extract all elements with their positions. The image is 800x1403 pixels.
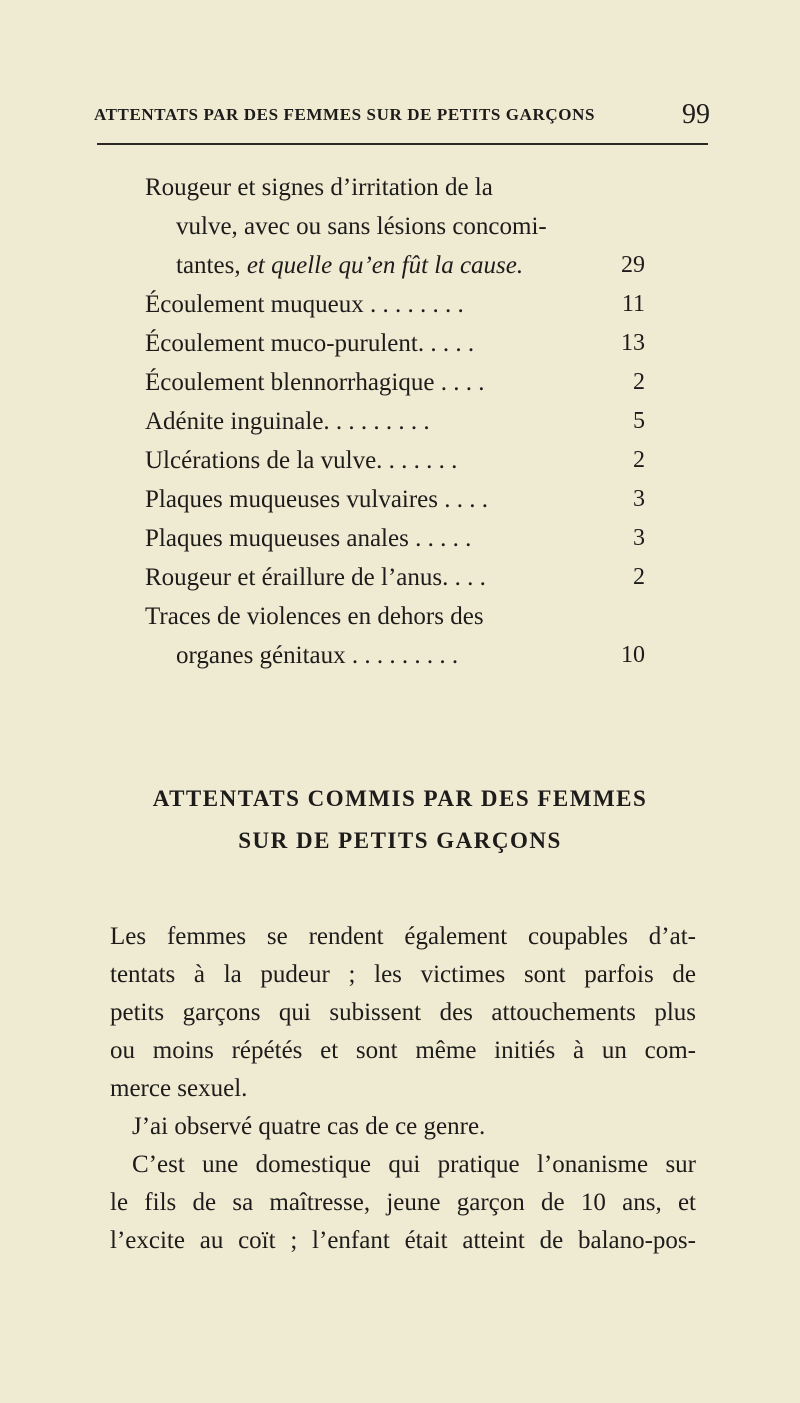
body-line: ou moins répétés et sont même initiés à un com- bbox=[110, 1037, 696, 1064]
stat-count: 3 bbox=[633, 525, 645, 551]
stat-label: Rougeur et signes d’irritation de la bbox=[145, 174, 493, 201]
stat-row-line bbox=[145, 597, 655, 636]
stat-row-line bbox=[145, 207, 655, 246]
stat-label: Ulcérations de la vulve. . . . . . . bbox=[145, 447, 458, 474]
stat-label: Écoulement muqueux . . . . . . . . bbox=[145, 291, 464, 318]
stat-label bbox=[176, 246, 523, 285]
stat-label: Traces de violences en dehors des bbox=[145, 603, 484, 630]
stat-row bbox=[145, 246, 655, 285]
body-line: merce sexuel. bbox=[110, 1075, 248, 1102]
body-line: tentats à la pudeur ; les victimes sont parfois de bbox=[110, 961, 696, 988]
running-head bbox=[94, 101, 712, 135]
stat-count: 5 bbox=[633, 408, 645, 434]
stat-label: organes génitaux . . . . . . . . . bbox=[176, 642, 459, 669]
stat-label: Plaques muqueuses anales . . . . . bbox=[145, 525, 472, 552]
stat-count: 2 bbox=[633, 369, 645, 395]
body-paragraphs bbox=[110, 918, 696, 1260]
body-line: C’est une domestique qui pratique l’onanisme sur bbox=[132, 1151, 696, 1178]
body-line: J’ai observé quatre cas de ce genre. bbox=[132, 1113, 486, 1140]
stat-row bbox=[145, 480, 655, 519]
stat-label-plain: tantes, bbox=[176, 252, 247, 279]
header-rule bbox=[97, 143, 708, 145]
stat-label-italic: et quelle qu’en fût la cause. bbox=[246, 252, 524, 279]
body-line: l’excite au coït ; l’enfant était atteint de balano-pos- bbox=[110, 1227, 696, 1254]
stat-count: 2 bbox=[633, 447, 645, 473]
stat-label: Écoulement blennorrhagique . . . . bbox=[145, 369, 485, 396]
stat-label: Plaques muqueuses vulvaires . . . . bbox=[145, 486, 489, 513]
stat-count: 10 bbox=[621, 642, 645, 668]
stat-row bbox=[145, 285, 655, 324]
stat-row bbox=[145, 519, 655, 558]
stat-count: 13 bbox=[621, 330, 645, 356]
stat-label: Écoulement muco-purulent. . . . . bbox=[145, 330, 475, 357]
body-line: Les femmes se rendent également coupables d’at- bbox=[110, 923, 696, 950]
lesion-statistics-list bbox=[145, 168, 655, 675]
stat-row-line bbox=[145, 168, 655, 207]
section-title-line-1: ATTENTATS COMMIS PAR DES FEMMES bbox=[152, 786, 648, 811]
stat-count: 11 bbox=[621, 291, 645, 317]
body-line: petits garçons qui subissent des attouchements plus bbox=[110, 999, 696, 1026]
stat-label: vulve, avec ou sans lésions concomi- bbox=[176, 213, 547, 240]
section-title-line-2: SUR DE PETITS GARÇONS bbox=[238, 828, 562, 853]
stat-row bbox=[145, 363, 655, 402]
body-line: le fils de sa maîtresse, jeune garçon de 10 ans, et bbox=[110, 1189, 696, 1216]
stat-row bbox=[145, 636, 655, 675]
stat-row bbox=[145, 441, 655, 480]
stat-row bbox=[145, 324, 655, 363]
stat-label: Adénite inguinale. . . . . . . . . bbox=[145, 408, 430, 435]
stat-label: Rougeur et éraillure de l’anus. . . . bbox=[145, 564, 486, 591]
stat-row bbox=[145, 402, 655, 441]
page-number: 99 bbox=[682, 99, 710, 130]
stat-row bbox=[145, 558, 655, 597]
running-title: ATTENTATS PAR DES FEMMES SUR DE PETITS GARÇONS bbox=[94, 105, 596, 124]
stat-count: 2 bbox=[633, 564, 645, 590]
stat-count: 29 bbox=[621, 252, 645, 278]
stat-count: 3 bbox=[633, 486, 645, 512]
